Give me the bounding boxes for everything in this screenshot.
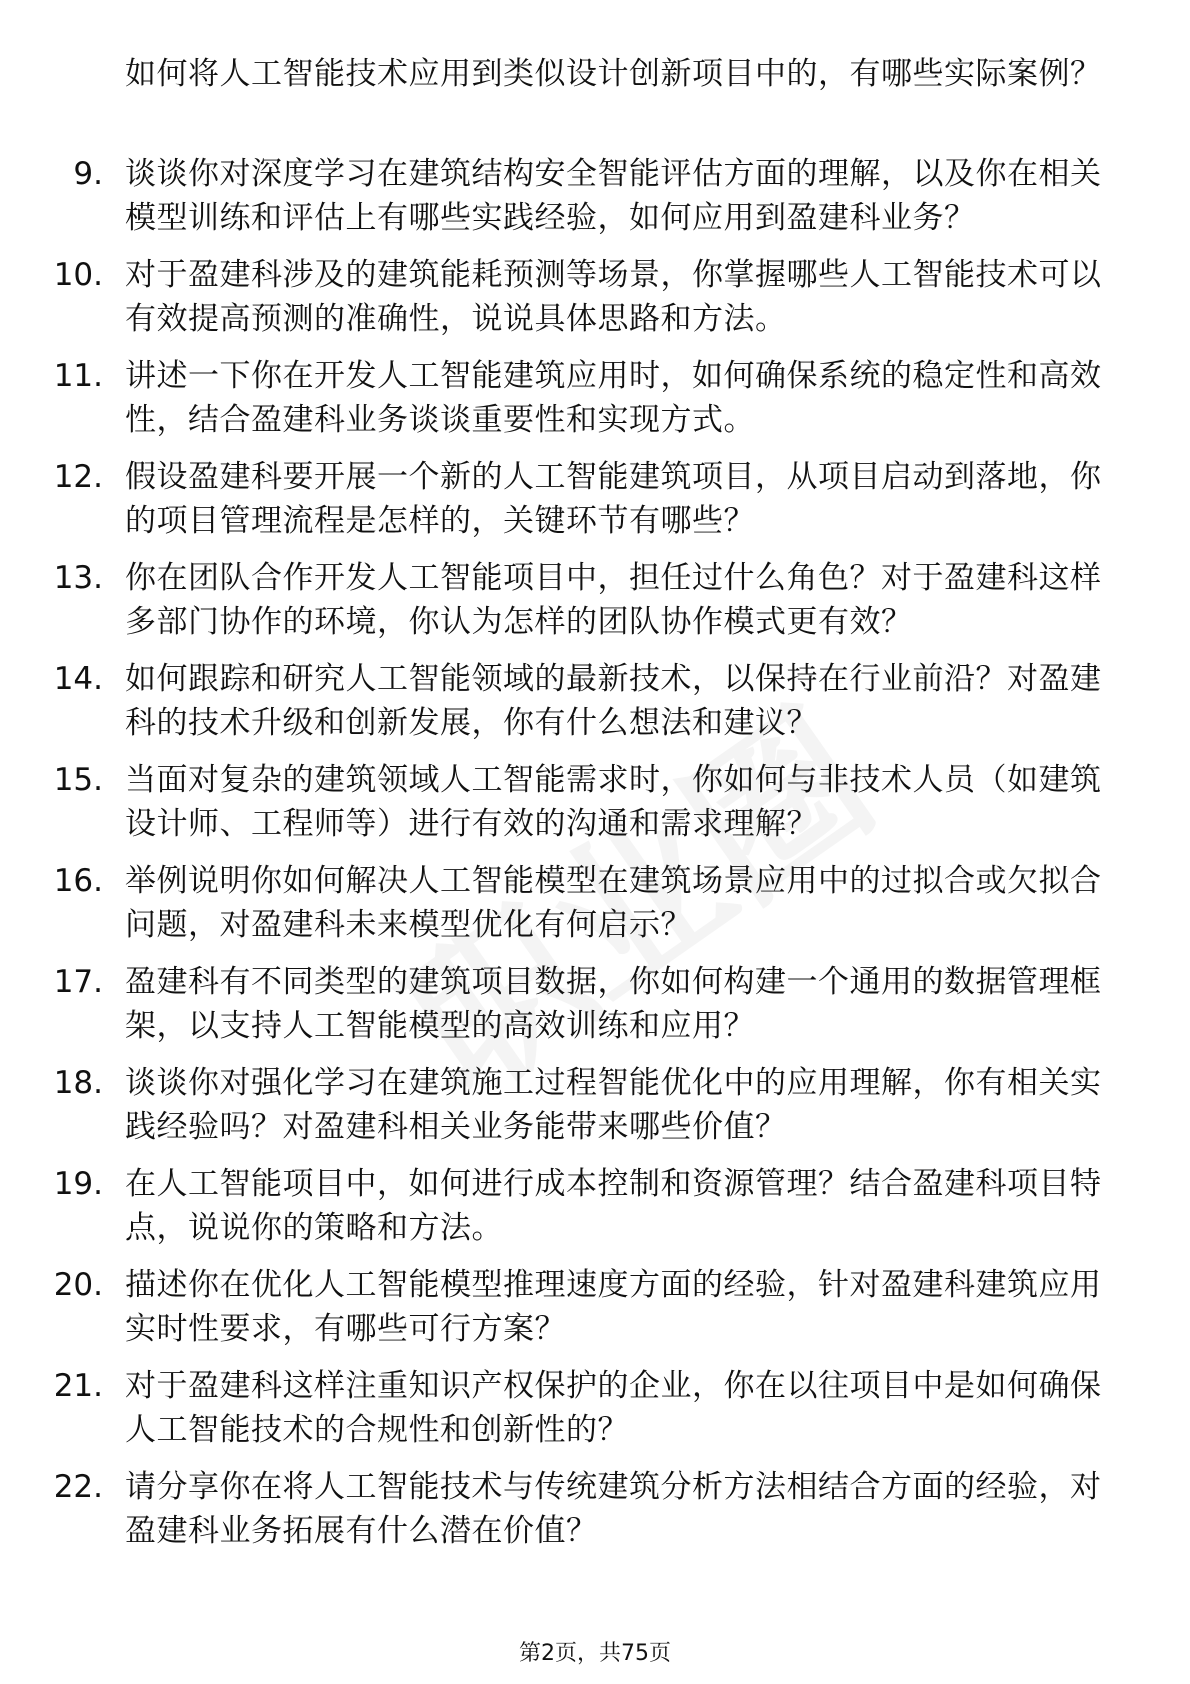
question-text: 对于盈建科这样注重知识产权保护的企业，你在以往项目中是如何确保人工智能技术的合规性和创新性的？ — [125, 1368, 1102, 1448]
question-number: 22. — [53, 1469, 103, 1505]
question-text: 对于盈建科涉及的建筑能耗预测等场景，你掌握哪些人工智能技术可以有效提高预测的准确性，说说具体思路和方法。 — [125, 257, 1102, 337]
list-item — [0, 1162, 1105, 1250]
question-number: 17. — [53, 964, 103, 1000]
question-list — [0, 152, 1190, 1566]
question-text: 谈谈你对深度学习在建筑结构安全智能评估方面的理解，以及你在相关模型训练和评估上有哪些实践经验，如何应用到盈建科业务？ — [125, 156, 1102, 236]
question-number: 13. — [53, 560, 103, 596]
list-item — [0, 1061, 1105, 1149]
question-number: 10. — [53, 257, 103, 293]
question-text: 请分享你在将人工智能技术与传统建筑分析方法相结合方面的经验，对盈建科业务拓展有什么潜在价值？ — [125, 1469, 1102, 1549]
list-item — [0, 253, 1105, 341]
question-text: 描述你在优化人工智能模型推理速度方面的经验，针对盈建科建筑应用实时性要求，有哪些可行方案？ — [125, 1267, 1102, 1347]
list-item — [0, 1263, 1105, 1351]
list-item — [0, 556, 1105, 644]
question-text: 假设盈建科要开展一个新的人工智能建筑项目，从项目启动到落地，你的项目管理流程是怎样的，关键环节有哪些？ — [125, 459, 1102, 539]
question-number: 11. — [53, 358, 103, 394]
question-number: 9. — [73, 156, 103, 192]
question-number: 21. — [53, 1368, 103, 1404]
question-number: 20. — [53, 1267, 103, 1303]
list-item — [0, 758, 1105, 846]
question-text: 你在团队合作开发人工智能项目中，担任过什么角色？对于盈建科这样多部门协作的环境，你认为怎样的团队协作模式更有效？ — [125, 560, 1102, 640]
list-item — [0, 455, 1105, 543]
question-number: 18. — [53, 1065, 103, 1101]
question-text: 如何跟踪和研究人工智能领域的最新技术，以保持在行业前沿？对盈建科的技术升级和创新发展，你有什么想法和建议？ — [125, 661, 1102, 741]
list-item — [0, 152, 1105, 240]
question-number: 15. — [53, 762, 103, 798]
list-item — [0, 859, 1105, 947]
question-number: 14. — [53, 661, 103, 697]
question-text: 当面对复杂的建筑领域人工智能需求时，你如何与非技术人员（如建筑设计师、工程师等）进行有效的沟通和需求理解？ — [125, 762, 1102, 842]
question-text: 举例说明你如何解决人工智能模型在建筑场景应用中的过拟合或欠拟合问题，对盈建科未来模型优化有何启示？ — [125, 863, 1102, 943]
list-item — [0, 1364, 1105, 1452]
question-continuation: 如何将人工智能技术应用到类似设计创新项目中的，有哪些实际案例？ — [125, 56, 1102, 92]
list-item — [0, 657, 1105, 745]
question-text: 谈谈你对强化学习在建筑施工过程智能优化中的应用理解，你有相关实践经验吗？对盈建科相关业务能带来哪些价值？ — [125, 1065, 1102, 1145]
page-number-footer: 第2页，共75页 — [519, 1641, 671, 1666]
question-number: 19. — [53, 1166, 103, 1202]
list-item — [0, 1465, 1105, 1553]
list-item — [0, 960, 1105, 1048]
list-item — [0, 354, 1105, 442]
question-text: 讲述一下你在开发人工智能建筑应用时，如何确保系统的稳定性和高效性，结合盈建科业务谈谈重要性和实现方式。 — [125, 358, 1102, 438]
question-text: 在人工智能项目中，如何进行成本控制和资源管理？结合盈建科项目特点，说说你的策略和方法。 — [125, 1166, 1102, 1246]
question-number: 16. — [53, 863, 103, 899]
question-number: 12. — [53, 459, 103, 495]
question-text: 盈建科有不同类型的建筑项目数据，你如何构建一个通用的数据管理框架，以支持人工智能模型的高效训练和应用？ — [125, 964, 1102, 1044]
